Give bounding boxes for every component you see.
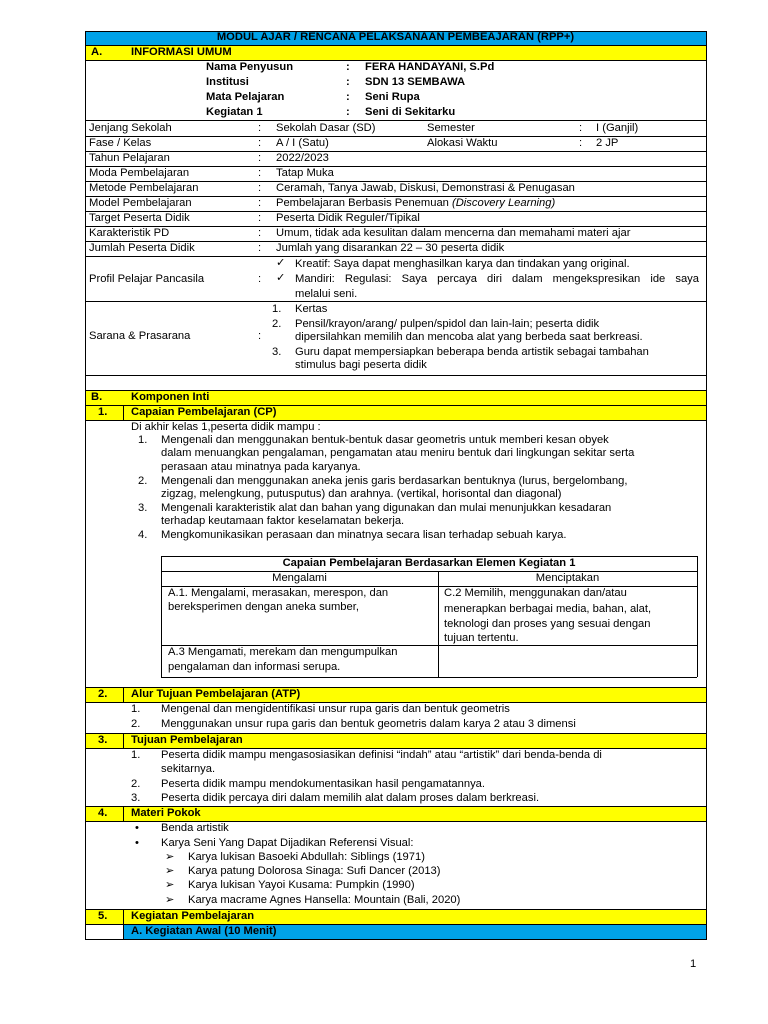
materi-item: Karya Seni Yang Dapat Dijadikan Referensi Visual: [161, 837, 414, 849]
cp-item-number: 4. [138, 529, 148, 541]
sarana-num: 1. [272, 303, 282, 315]
cp-table-col-mengalami: Mengalami [272, 572, 327, 584]
kegiatan-awal-heading: A. Kegiatan Awal (10 Menit) [131, 925, 277, 937]
sarana-item: Guru dapat mempersiapkan beberapa benda artistik sebagai tambahan [295, 346, 649, 358]
cp-item-text: Mengenali dan menggunakan bentuk-bentuk dasar geometris untuk memberi kesan obyek [161, 434, 609, 446]
author-key: Institusi [206, 76, 249, 88]
materi-ref: Karya patung Dolorosa Sinaga: Sufi Dancer (2013) [188, 865, 441, 877]
section-a-number: A. [91, 46, 103, 58]
check-icon: ✓ [276, 257, 286, 269]
colon: : [258, 152, 262, 164]
info-key-jenjang: Jenjang Sekolah [89, 122, 172, 134]
cp-table-cell: A.3 Mengamati, merekam dan mengumpulkan [168, 646, 398, 658]
info-value-model [276, 197, 555, 210]
arrow-bullet-icon: ➢ [165, 851, 175, 863]
cp-intro: Di akhir kelas 1,peserta didik mampu : [131, 421, 321, 433]
materi-ref: Karya macrame Agnes Hansella: Mountain (Bali, 2020) [188, 894, 461, 906]
materi-number: 4. [98, 807, 108, 819]
cp-table-title: Capaian Pembelajaran Berdasarkan Elemen Kegiatan 1 [282, 557, 576, 569]
materi-ref: Karya lukisan Yayoi Kusama: Pumpkin (1990) [188, 879, 415, 891]
colon: : [258, 197, 262, 209]
info-value-jumlah: Jumlah yang disarankan 22 – 30 peserta didik [276, 242, 505, 254]
info-value-target: Peserta Didik Reguler/Tipikal [276, 212, 420, 224]
info-value-semester: I (Ganjil) [596, 122, 639, 134]
author-key: Mata Pelajaran [206, 91, 285, 103]
atp-item-number: 2. [131, 718, 141, 730]
colon: : [258, 273, 262, 285]
cp-item-text: terhadap keutamaan faktor keselamatan bekerja. [161, 515, 405, 527]
author-value: Seni di Sekitarku [365, 106, 456, 118]
colon: : [258, 122, 262, 134]
info-key-metode: Metode Pembelajaran [89, 182, 199, 194]
cp-table-cell: bereksperimen dengan aneka sumber, [168, 601, 359, 613]
tujuan-item-number: 2. [131, 778, 141, 790]
info-value-metode: Ceramah, Tanya Jawab, Diskusi, Demonstrasi & Penugasan [276, 182, 575, 194]
cp-table-cell: pengalaman dan informasi serupa. [168, 661, 341, 673]
arrow-bullet-icon: ➢ [165, 865, 175, 877]
sarana-item-cont: stimulus bagi peserta didik [295, 359, 427, 371]
info-key-sarana: Sarana & Prasarana [89, 330, 191, 342]
info-value-fase: A / I (Satu) [276, 137, 329, 149]
check-icon: ✓ [276, 272, 286, 284]
kegiatan-heading: Kegiatan Pembelajaran [131, 910, 255, 922]
sarana-num: 2. [272, 318, 282, 330]
colon: : [258, 137, 262, 149]
info-value-model-text: Pembelajaran Berbasis Penemuan [276, 197, 452, 209]
sarana-item-cont: dipersilahkan memilih dan mencoba alat yang berbeda saat berkreasi. [295, 331, 643, 343]
page-number: 1 [690, 958, 697, 970]
info-value-model-italic: (Discovery Learning) [452, 197, 556, 209]
cp-table-col-menciptakan: Menciptakan [535, 572, 600, 584]
author-sep: : [346, 76, 350, 88]
info-key-moda: Moda Pembelajaran [89, 167, 190, 179]
section-a-label: INFORMASI UMUM [131, 46, 232, 58]
info-value-jenjang: Sekolah Dasar (SD) [276, 122, 376, 134]
info-key-profil: Profil Pelajar Pancasila [89, 273, 205, 285]
section-b-number: B. [91, 391, 103, 403]
info-key-fase: Fase / Kelas [89, 137, 152, 149]
tujuan-item-number: 1. [131, 749, 141, 761]
profil-item: Kreatif: Saya dapat menghasilkan karya dan tindakan yang original. [295, 258, 630, 270]
colon: : [579, 122, 583, 134]
tujuan-number: 3. [98, 734, 108, 746]
colon: : [258, 330, 262, 342]
materi-ref: Karya lukisan Basoeki Abdullah: Siblings (1971) [188, 851, 425, 863]
cp-item-text: Mengenali karakteristik alat dan bahan yang digunakan dan mulai menunjukkan kesadaran [161, 502, 612, 514]
profil-item: Mandiri: Regulasi: Saya percaya diri dalam mengekspresikan ide saya [295, 273, 699, 285]
cp-item-number: 1. [138, 434, 148, 446]
kegiatan-number: 5. [98, 910, 108, 922]
cp-table-cell: tujuan tertentu. [444, 632, 519, 644]
sarana-item: Pensil/krayon/arang/ pulpen/spidol dan lain-lain; peserta didik [295, 318, 600, 330]
tujuan-item-text: sekitarnya. [161, 763, 216, 775]
bullet-icon: • [135, 837, 139, 849]
cp-table-cell: menerapkan berbagai media, bahan, alat, [444, 603, 652, 615]
info-value-alokasi: 2 JP [596, 137, 619, 149]
tujuan-item-text: Peserta didik mampu mendokumentasikan hasil pengamatannya. [161, 778, 486, 790]
cp-item-text: Mengkomunikasikan perasaan dan minatnya secara lisan terhadap sebuah karya. [161, 529, 567, 541]
tujuan-heading: Tujuan Pembelajaran [131, 734, 243, 746]
cp-item-text: Mengenali dan menggunakan aneka jenis garis berdasarkan bentuknya (lurus, bergelombang, [161, 475, 628, 487]
info-key-model: Model Pembelajaran [89, 197, 192, 209]
cp-item-text: dalam menuangkan pengalaman, pengamatan atau meniru bentuk dari lingkungan sekitar serta [161, 447, 635, 459]
colon: : [258, 212, 262, 224]
atp-item-number: 1. [131, 703, 141, 715]
cp-heading: Capaian Pembelajaran (CP) [131, 406, 277, 418]
bullet-icon: • [135, 822, 139, 834]
materi-heading: Materi Pokok [131, 807, 201, 819]
arrow-bullet-icon: ➢ [165, 879, 175, 891]
author-sep: : [346, 61, 350, 73]
colon: : [258, 227, 262, 239]
author-sep: : [346, 91, 350, 103]
atp-item-text: Mengenal dan mengidentifikasi unsur rupa garis dan bentuk geometris [161, 703, 510, 715]
atp-item-text: Menggunakan unsur rupa garis dan bentuk geometris dalam karya 2 atau 3 dimensi [161, 718, 576, 730]
materi-item: Benda artistik [161, 822, 229, 834]
author-value: SDN 13 SEMBAWA [365, 76, 466, 88]
author-sep: : [346, 106, 350, 118]
info-key-jumlah: Jumlah Peserta Didik [89, 242, 195, 254]
author-value: Seni Rupa [365, 91, 420, 103]
colon: : [258, 182, 262, 194]
author-key: Nama Penyusun [206, 61, 294, 73]
author-key: Kegiatan 1 [206, 106, 263, 118]
info-value-moda: Tatap Muka [276, 167, 334, 179]
cp-table-cell: C.2 Memilih, menggunakan dan/atau [444, 587, 627, 599]
info-key-target: Target Peserta Didik [89, 212, 190, 224]
document-title: MODUL AJAR / RENCANA PELAKSANAAN PEMBEAJARAN (RPP+) [216, 31, 575, 43]
arrow-bullet-icon: ➢ [165, 894, 175, 906]
info-value-tahun: 2022/2023 [276, 152, 329, 164]
tujuan-item-number: 3. [131, 792, 141, 804]
author-value: FERA HANDAYANI, S.Pd [365, 61, 495, 73]
cp-item-text: zigzag, melengkung, putusputus) dan arahnya. (vertikal, horisontal dan diagonal) [161, 488, 562, 500]
cp-item-number: 2. [138, 475, 148, 487]
colon: : [258, 242, 262, 254]
atp-number: 2. [98, 688, 108, 700]
info-key-alokasi: Alokasi Waktu [427, 137, 498, 149]
info-value-karakter: Umum, tidak ada kesulitan dalam mencerna dan memahami materi ajar [276, 227, 631, 239]
tujuan-item-text: Peserta didik percaya diri dalam memilih alat dalam proses dalam berkreasi. [161, 792, 540, 804]
colon: : [258, 167, 262, 179]
info-key-semester: Semester [427, 122, 475, 134]
info-key-tahun: Tahun Pelajaran [89, 152, 170, 164]
info-key-karakter: Karakteristik PD [89, 227, 170, 239]
cp-table-cell: teknologi dan proses yang sesuai dengan [444, 618, 651, 630]
colon: : [579, 137, 583, 149]
cp-table-cell: A.1. Mengalami, merasakan, merespon, dan [168, 587, 389, 599]
tujuan-item-text: Peserta didik mampu mengasosiasikan definisi “indah” atau “artistik” dari benda-benda di [161, 749, 602, 761]
profil-item-cont: melalui seni. [295, 288, 358, 300]
sarana-num: 3. [272, 346, 282, 358]
atp-heading: Alur Tujuan Pembelajaran (ATP) [131, 688, 301, 700]
section-b-label: Komponen Inti [131, 391, 210, 403]
cp-item-number: 3. [138, 502, 148, 514]
sarana-item: Kertas [295, 303, 328, 315]
cp-number: 1. [98, 406, 108, 418]
cp-item-text: perasaan atau minatnya pada karyanya. [161, 461, 361, 473]
